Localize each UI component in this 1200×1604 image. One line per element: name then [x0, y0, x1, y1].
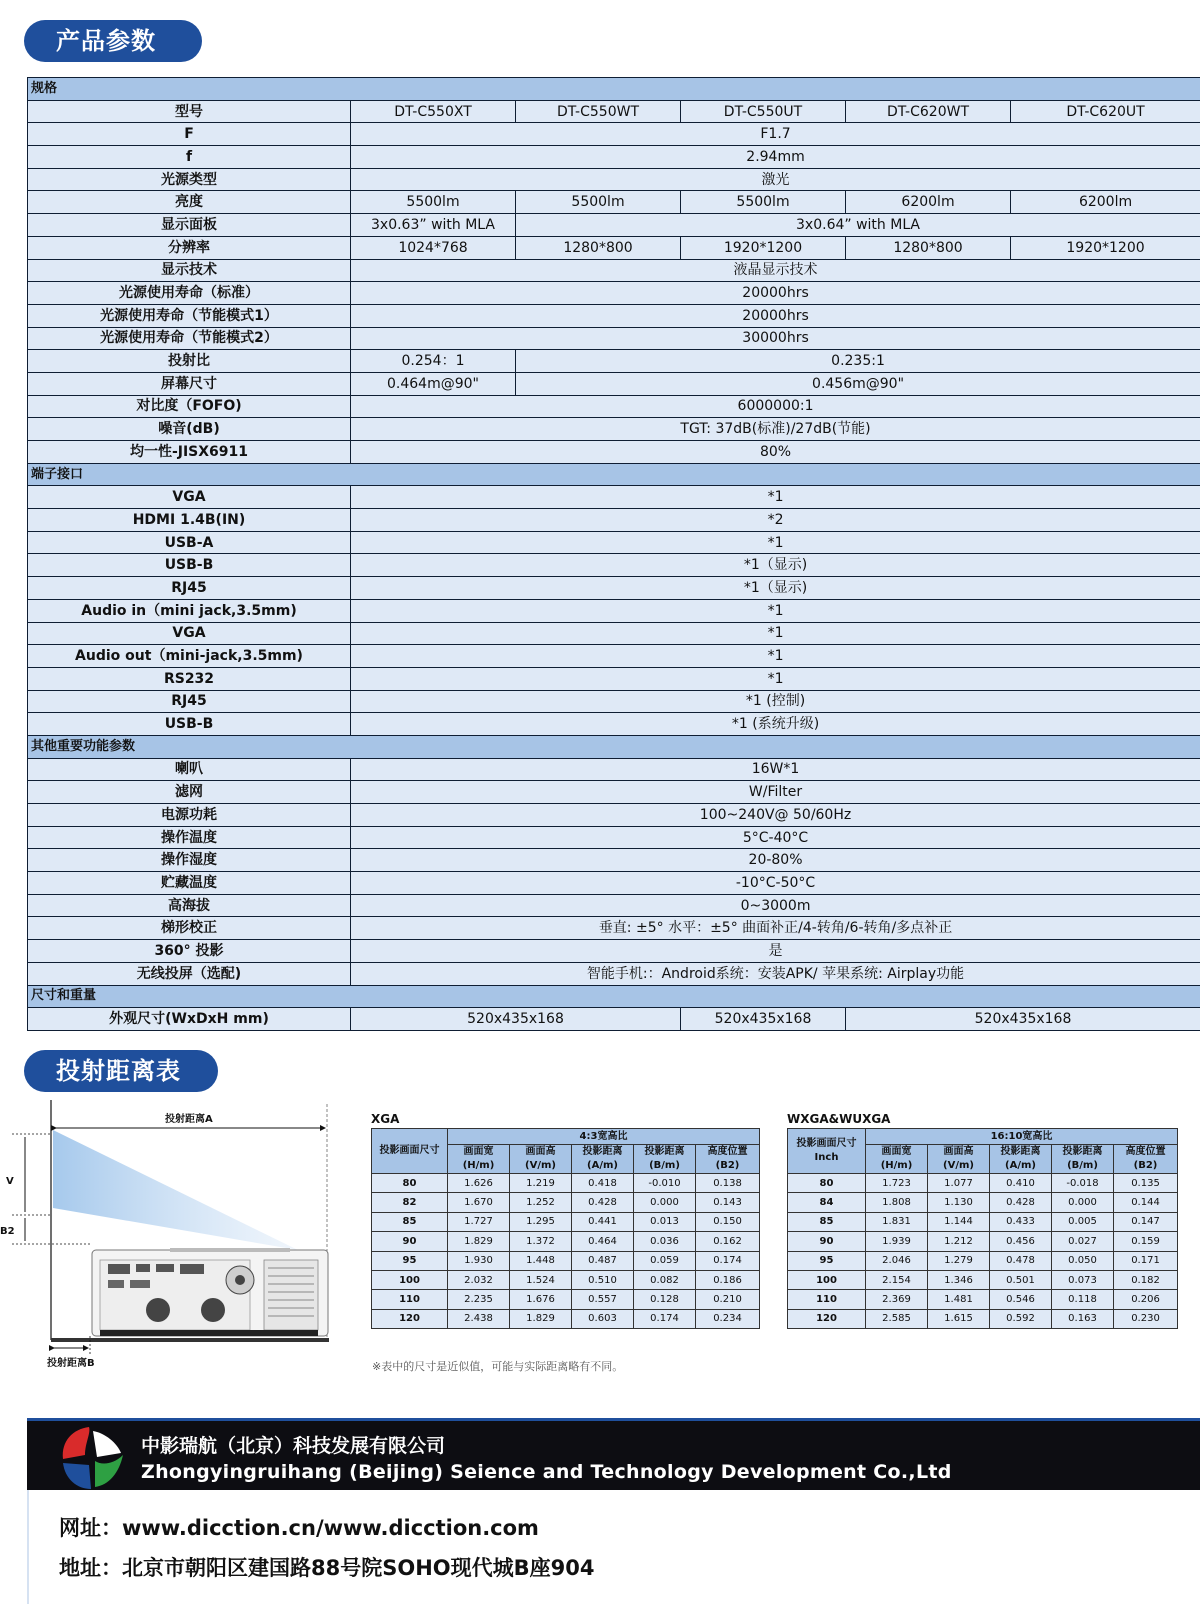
xga-column-header: 投影距离 (A/m) [572, 1145, 634, 1174]
table-cell: 0.000 [1052, 1193, 1114, 1212]
table-cell: 0.135 [1114, 1174, 1178, 1193]
spec-value: 1280*800 [516, 236, 681, 259]
table-cell: 0.230 [1114, 1309, 1178, 1328]
spec-label: Audio in（mini jack,3.5mm) [28, 599, 351, 622]
table-cell: 0.501 [990, 1270, 1052, 1289]
wxga-column-header: 投影距离 (B/m) [1052, 1145, 1114, 1174]
spec-value: 0.464m@90" [351, 372, 516, 395]
spec-label: 贮藏温度 [28, 872, 351, 895]
table-cell: 0.171 [1114, 1251, 1178, 1270]
table-row [788, 1290, 1178, 1309]
approximation-note: ※表中的尺寸是近似值，可能与实际距离略有不同。 [372, 1360, 624, 1373]
spec-row [28, 304, 1200, 327]
table-cell: 90 [372, 1232, 448, 1251]
spec-value: DT-C550WT [516, 100, 681, 123]
wxga-column-header: 高度位置 (B2) [1114, 1145, 1178, 1174]
spec-value: 520x435x168 [846, 1008, 1200, 1031]
table-cell: 0.510 [572, 1270, 634, 1289]
spec-label: 屏幕尺寸 [28, 372, 351, 395]
spec-row [28, 940, 1200, 963]
table-cell: 0.159 [1114, 1232, 1178, 1251]
table-cell: 1.077 [928, 1174, 990, 1193]
spec-value: 100~240V@ 50/60Hz [351, 804, 1200, 827]
spec-value: 2.94mm [351, 146, 1200, 169]
spec-row [28, 826, 1200, 849]
spec-value: 520x435x168 [351, 1008, 681, 1031]
table-cell: 0.441 [572, 1212, 634, 1231]
table-cell: 1.212 [928, 1232, 990, 1251]
table-cell: 0.036 [634, 1232, 696, 1251]
spec-row [28, 645, 1200, 668]
spec-value: *1 [351, 599, 1200, 622]
section-header-product-params: 产品参数 [24, 20, 202, 62]
spec-row [28, 282, 1200, 305]
spec-row [28, 667, 1200, 690]
table-cell: 0.162 [696, 1232, 760, 1251]
spec-row [28, 872, 1200, 895]
table-cell: 1.829 [448, 1232, 510, 1251]
table-cell: 82 [372, 1193, 448, 1212]
spec-label: 显示技术 [28, 259, 351, 282]
table-cell: 95 [372, 1251, 448, 1270]
table-cell: 1.829 [510, 1309, 572, 1328]
spec-value: 1280*800 [846, 236, 1011, 259]
spec-value: 5500lm [516, 191, 681, 214]
spec-section-label: 尺寸和重量 [28, 985, 1200, 1008]
spec-value: 6000000:1 [351, 395, 1200, 418]
table-cell: 0.557 [572, 1290, 634, 1309]
table-cell: 0.478 [990, 1251, 1052, 1270]
spec-label: 分辨率 [28, 236, 351, 259]
spec-value: 1920*1200 [1011, 236, 1200, 259]
table-cell: 2.046 [866, 1251, 928, 1270]
table-cell: 1.295 [510, 1212, 572, 1231]
footer-bar [27, 1418, 1200, 1490]
spec-label: 亮度 [28, 191, 351, 214]
spec-value: *1 [351, 531, 1200, 554]
table-cell: 2.032 [448, 1270, 510, 1289]
spec-section-label: 规格 [28, 78, 1200, 101]
spec-label: 噪音(dB) [28, 418, 351, 441]
table-cell: 1.939 [866, 1232, 928, 1251]
table-cell: 1.481 [928, 1290, 990, 1309]
xga-column-header: 投影距离 (B/m) [634, 1145, 696, 1174]
table-cell: 0.186 [696, 1270, 760, 1289]
company-name-cn: 中影瑞航（北京）科技发展有限公司 [141, 1435, 446, 1457]
table-cell: 0.005 [1052, 1212, 1114, 1231]
spec-value: 0.254：1 [351, 350, 516, 373]
spec-label: 光源使用寿命（节能模式2） [28, 327, 351, 350]
table-cell: 0.174 [634, 1309, 696, 1328]
address-line: 地址：北京市朝阳区建国路88号院SOHO现代城B座904 [59, 1556, 595, 1580]
spec-row [28, 554, 1200, 577]
table-row [788, 1232, 1178, 1251]
table-cell: 2.438 [448, 1309, 510, 1328]
spec-value: 16W*1 [351, 758, 1200, 781]
spec-label: 光源类型 [28, 168, 351, 191]
table-row [372, 1212, 760, 1231]
spec-value: *1（显示) [351, 554, 1200, 577]
spec-row [28, 372, 1200, 395]
spec-row [28, 259, 1200, 282]
spec-label: 对比度（FOFO) [28, 395, 351, 418]
table-cell: 0.118 [1052, 1290, 1114, 1309]
spec-value: 80% [351, 441, 1200, 464]
spec-row [28, 1008, 1200, 1031]
spec-value: 激光 [351, 168, 1200, 191]
table-cell: 0.546 [990, 1290, 1052, 1309]
spec-row [28, 123, 1200, 146]
label-v: V [6, 1176, 14, 1187]
table-cell: 0.059 [634, 1251, 696, 1270]
spec-row [28, 894, 1200, 917]
xga-title: XGA [371, 1112, 400, 1126]
table-cell: 1.524 [510, 1270, 572, 1289]
spec-value: TGT: 37dB(标准)/27dB(节能) [351, 418, 1200, 441]
table-cell: 0.144 [1114, 1193, 1178, 1212]
spec-value: *1 [351, 645, 1200, 668]
wxga-throw-table [787, 1128, 1178, 1329]
spec-label: USB-B [28, 713, 351, 736]
spec-row [28, 713, 1200, 736]
spec-value: 20000hrs [351, 282, 1200, 305]
table-cell: 85 [372, 1212, 448, 1231]
spec-label: 显示面板 [28, 214, 351, 237]
website-line: 网址：www.dicction.cn/www.dicction.com [59, 1516, 539, 1540]
table-cell: 1.670 [448, 1193, 510, 1212]
spec-label: F [28, 123, 351, 146]
table-cell: 0.487 [572, 1251, 634, 1270]
table-cell: 0.418 [572, 1174, 634, 1193]
spec-label: 投射比 [28, 350, 351, 373]
table-cell: 0.433 [990, 1212, 1052, 1231]
table-cell: 0.428 [572, 1193, 634, 1212]
table-cell: 1.831 [866, 1212, 928, 1231]
table-row [372, 1251, 760, 1270]
label-b2: B2 [0, 1226, 15, 1237]
table-cell: 0.410 [990, 1174, 1052, 1193]
spec-value: F1.7 [351, 123, 1200, 146]
spec-label: USB-A [28, 531, 351, 554]
table-cell: 110 [372, 1290, 448, 1309]
table-cell: 1.219 [510, 1174, 572, 1193]
spec-label: 光源使用寿命（标准） [28, 282, 351, 305]
spec-row [28, 441, 1200, 464]
table-row [372, 1232, 760, 1251]
table-cell: 1.279 [928, 1251, 990, 1270]
spec-label: f [28, 146, 351, 169]
table-cell: 0.143 [696, 1193, 760, 1212]
spec-row [28, 168, 1200, 191]
table-cell: 0.150 [696, 1212, 760, 1231]
table-cell: 100 [788, 1270, 866, 1289]
spec-value: 智能手机:：Android系统：安装APK/ 苹果系统: Airplay功能 [351, 962, 1200, 985]
throw-distance-diagram [0, 1100, 340, 1390]
spec-row [28, 191, 1200, 214]
table-row [788, 1174, 1178, 1193]
table-cell: -0.018 [1052, 1174, 1114, 1193]
table-cell: 1.930 [448, 1251, 510, 1270]
spec-value: 6200lm [846, 191, 1011, 214]
table-cell: 0.138 [696, 1174, 760, 1193]
spec-row [28, 804, 1200, 827]
table-cell: 1.723 [866, 1174, 928, 1193]
spec-label: 喇叭 [28, 758, 351, 781]
company-name-en: Zhongyingruihang (Beijing) Seience and Technology Development Co.,Ltd [141, 1461, 952, 1483]
table-cell: 110 [788, 1290, 866, 1309]
table-cell: 2.235 [448, 1290, 510, 1309]
table-cell: 0.128 [634, 1290, 696, 1309]
spec-label: HDMI 1.4B(IN) [28, 509, 351, 532]
spec-label: 操作温度 [28, 826, 351, 849]
spec-row [28, 849, 1200, 872]
table-cell: 0.082 [634, 1270, 696, 1289]
spec-row [28, 917, 1200, 940]
table-cell: 90 [788, 1232, 866, 1251]
spec-row [28, 622, 1200, 645]
label-throw-a: 投射距离A [165, 1114, 213, 1125]
wxga-title: WXGA&WUXGA [787, 1112, 891, 1126]
xga-throw-table [371, 1128, 760, 1329]
table-cell: 0.182 [1114, 1270, 1178, 1289]
spec-label: 光源使用寿命（节能模式1） [28, 304, 351, 327]
spec-label: 梯形校正 [28, 917, 351, 940]
spec-value: 1920*1200 [681, 236, 846, 259]
company-footer [27, 1418, 1200, 1604]
wxga-column-header: 画面高 (V/m) [928, 1145, 990, 1174]
spec-label: 操作湿度 [28, 849, 351, 872]
spec-value: -10°C-50°C [351, 872, 1200, 895]
table-cell: 2.585 [866, 1309, 928, 1328]
table-cell: 80 [372, 1174, 448, 1193]
table-cell: 0.174 [696, 1251, 760, 1270]
spec-row [28, 577, 1200, 600]
spec-value: *1 [351, 486, 1200, 509]
spec-value: 20000hrs [351, 304, 1200, 327]
spec-value: DT-C620UT [1011, 100, 1200, 123]
spec-label: 高海拔 [28, 894, 351, 917]
spec-value: 是 [351, 940, 1200, 963]
spec-label: 均一性-JISX6911 [28, 441, 351, 464]
table-cell: 0.027 [1052, 1232, 1114, 1251]
table-cell: 0.206 [1114, 1290, 1178, 1309]
spec-value: DT-C550XT [351, 100, 516, 123]
spec-row [28, 486, 1200, 509]
spec-row [28, 690, 1200, 713]
xga-aspect-ratio: 4:3宽高比 [448, 1129, 760, 1145]
table-row [372, 1290, 760, 1309]
table-row [788, 1309, 1178, 1328]
spec-value: W/Filter [351, 781, 1200, 804]
spec-section-row [28, 985, 1200, 1008]
spec-label: RS232 [28, 667, 351, 690]
table-cell: 0.163 [1052, 1309, 1114, 1328]
spec-value: 5500lm [681, 191, 846, 214]
table-cell: 1.130 [928, 1193, 990, 1212]
table-cell: 0.234 [696, 1309, 760, 1328]
table-cell: 0.147 [1114, 1212, 1178, 1231]
spec-value: 垂直: ±5° 水平：±5° 曲面补正/4-转角/6-转角/多点补正 [351, 917, 1200, 940]
spec-row [28, 100, 1200, 123]
spec-value: 520x435x168 [681, 1008, 846, 1031]
spec-section-label: 端子接口 [28, 463, 1200, 486]
spec-label: USB-B [28, 554, 351, 577]
table-row [788, 1212, 1178, 1231]
spec-label: RJ45 [28, 577, 351, 600]
table-row [372, 1309, 760, 1328]
spec-value: *1 (系统升级) [351, 713, 1200, 736]
spec-label: 无线投屏（选配) [28, 962, 351, 985]
table-cell: 1.808 [866, 1193, 928, 1212]
spec-label: RJ45 [28, 690, 351, 713]
projector-illustration [92, 1248, 328, 1336]
spec-label: 外观尺寸(WxDxH mm) [28, 1008, 351, 1031]
spec-row [28, 599, 1200, 622]
table-cell: 95 [788, 1251, 866, 1270]
spec-row [28, 350, 1200, 373]
spec-label: VGA [28, 486, 351, 509]
table-cell: 0.073 [1052, 1270, 1114, 1289]
spec-row [28, 395, 1200, 418]
table-cell: 2.369 [866, 1290, 928, 1309]
spec-section-row [28, 78, 1200, 101]
spec-row [28, 781, 1200, 804]
table-cell: 0.000 [634, 1193, 696, 1212]
section-header-throw-table: 投射距离表 [24, 1050, 218, 1092]
spec-value: *1（显示) [351, 577, 1200, 600]
spec-row [28, 962, 1200, 985]
table-cell: 1.727 [448, 1212, 510, 1231]
table-cell: 0.013 [634, 1212, 696, 1231]
table-cell: 100 [372, 1270, 448, 1289]
spec-value: *1 (控制) [351, 690, 1200, 713]
spec-label: VGA [28, 622, 351, 645]
spec-value: DT-C620WT [846, 100, 1011, 123]
table-cell: 120 [372, 1309, 448, 1328]
table-cell: -0.010 [634, 1174, 696, 1193]
table-cell: 1.252 [510, 1193, 572, 1212]
wxga-column-header: 画面宽 (H/m) [866, 1145, 928, 1174]
table-row [788, 1251, 1178, 1270]
spec-section-row [28, 463, 1200, 486]
spec-value: 6200lm [1011, 191, 1200, 214]
spec-label: 滤网 [28, 781, 351, 804]
spec-value: 3x0.63” with MLA [351, 214, 516, 237]
spec-row [28, 327, 1200, 350]
table-cell: 84 [788, 1193, 866, 1212]
spec-row [28, 509, 1200, 532]
table-row [788, 1193, 1178, 1212]
spec-row [28, 236, 1200, 259]
xga-column-header: 画面宽 (H/m) [448, 1145, 510, 1174]
table-cell: 1.346 [928, 1270, 990, 1289]
wxga-header-size: 投影画面尺寸 Inch [788, 1129, 866, 1174]
table-cell: 0.456 [990, 1232, 1052, 1251]
spec-value: 20-80% [351, 849, 1200, 872]
table-cell: 0.050 [1052, 1251, 1114, 1270]
table-cell: 1.615 [928, 1309, 990, 1328]
table-row [372, 1193, 760, 1212]
spec-value: 30000hrs [351, 327, 1200, 350]
table-row [788, 1270, 1178, 1289]
xga-column-header: 高度位置 (B2) [696, 1145, 760, 1174]
table-cell: 80 [788, 1174, 866, 1193]
spec-row [28, 531, 1200, 554]
xga-header-size: 投影画面尺寸 [372, 1129, 448, 1174]
spec-row [28, 418, 1200, 441]
table-cell: 120 [788, 1309, 866, 1328]
table-cell: 0.464 [572, 1232, 634, 1251]
spec-value: 0.456m@90" [516, 372, 1200, 395]
spec-value: 0.235:1 [516, 350, 1200, 373]
spec-value: *1 [351, 622, 1200, 645]
table-cell: 1.676 [510, 1290, 572, 1309]
table-cell: 0.210 [696, 1290, 760, 1309]
company-logo-icon [51, 1425, 127, 1491]
spec-value: 0~3000m [351, 894, 1200, 917]
label-throw-b: 投射距离B [47, 1358, 95, 1369]
table-cell: 1.448 [510, 1251, 572, 1270]
spec-value: *2 [351, 509, 1200, 532]
table-cell: 85 [788, 1212, 866, 1231]
table-cell: 0.592 [990, 1309, 1052, 1328]
table-cell: 1.144 [928, 1212, 990, 1231]
wxga-aspect-ratio: 16:10宽高比 [866, 1129, 1178, 1145]
table-row [372, 1174, 760, 1193]
spec-row [28, 758, 1200, 781]
spec-value: *1 [351, 667, 1200, 690]
spec-label: 电源功耗 [28, 804, 351, 827]
table-cell: 0.603 [572, 1309, 634, 1328]
spec-value: 5500lm [351, 191, 516, 214]
spec-value: 1024*768 [351, 236, 516, 259]
spec-value: 5°C-40°C [351, 826, 1200, 849]
table-cell: 1.626 [448, 1174, 510, 1193]
spec-table [27, 77, 1200, 1031]
table-cell: 1.372 [510, 1232, 572, 1251]
spec-section-row [28, 735, 1200, 758]
spec-value: DT-C550UT [681, 100, 846, 123]
spec-value: 3x0.64” with MLA [516, 214, 1200, 237]
projection-beam [53, 1130, 298, 1250]
xga-column-header: 画面高 (V/m) [510, 1145, 572, 1174]
table-row [372, 1270, 760, 1289]
table-cell: 0.428 [990, 1193, 1052, 1212]
spec-label: 型号 [28, 100, 351, 123]
table-cell: 2.154 [866, 1270, 928, 1289]
spec-label: Audio out（mini-jack,3.5mm) [28, 645, 351, 668]
spec-section-label: 其他重要功能参数 [28, 735, 1200, 758]
spec-row [28, 146, 1200, 169]
wxga-column-header: 投影距离 (A/m) [990, 1145, 1052, 1174]
spec-row [28, 214, 1200, 237]
spec-value: 液晶显示技术 [351, 259, 1200, 282]
spec-label: 360° 投影 [28, 940, 351, 963]
